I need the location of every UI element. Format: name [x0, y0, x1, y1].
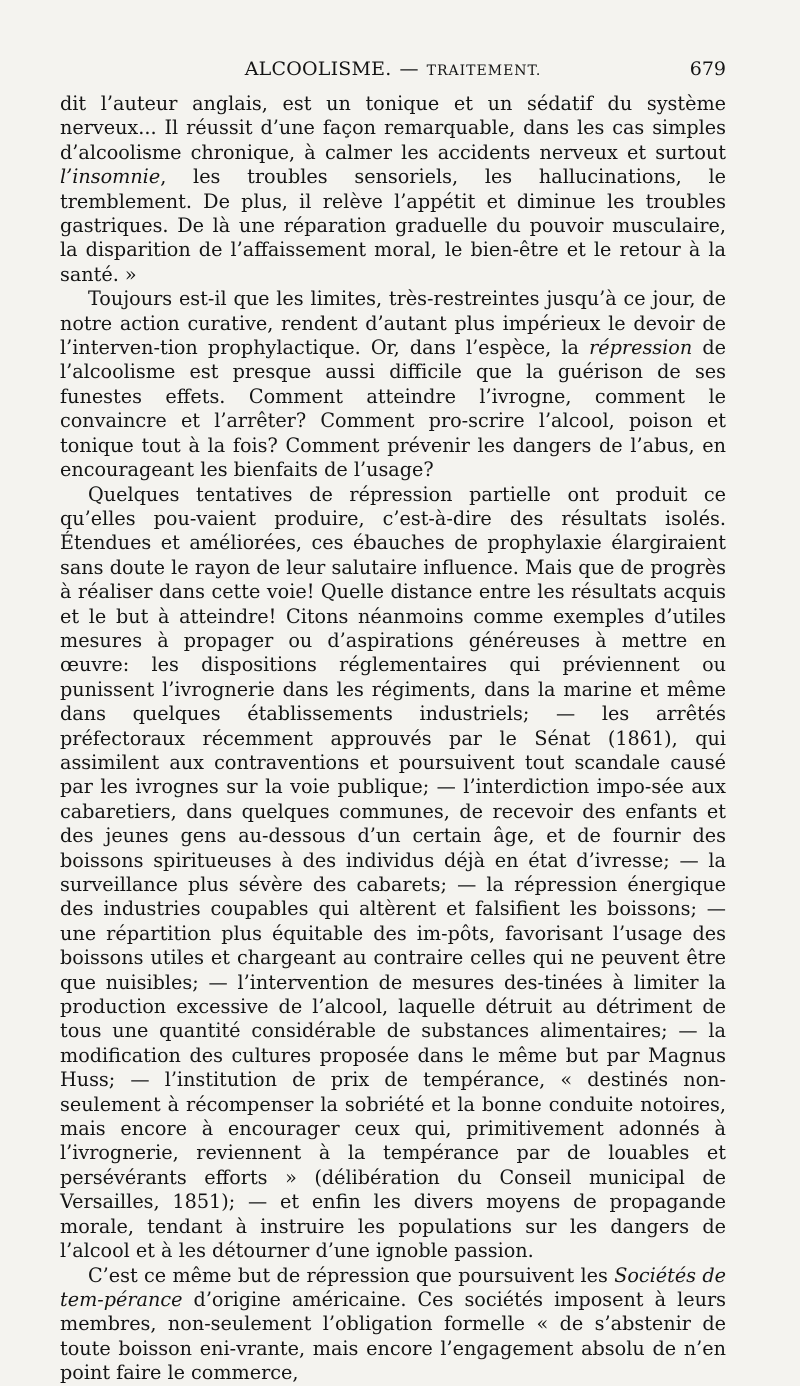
text-run: C’est ce même but de répression que poursuivent les: [88, 1263, 615, 1287]
paragraph: [60, 483, 726, 1264]
text-run: Toujours est-il que les limites, très-restreintes jusqu’à ce jour, de notre action curative, rendent d’autant plus impérieux le devoir de l’interven-tion prophylactique. Or, dans l’espèce, la: [60, 287, 726, 360]
text-run: de l’alcoolisme est presque aussi difficile que la guérison de ses funestes effets. Comment atteindre l’ivrogne, comment le convaincre et l’arrêter? Comment pro-scrire l’alcool, poison et tonique tout à la fois? Comment prévenir les dangers de l’abus, en encourageant les bienfaits de l’usage?: [60, 336, 726, 482]
italic-text: Sociétés de tem-pérance: [60, 1263, 726, 1311]
section-title: TRAITEMENT.: [426, 63, 542, 79]
paragraph: [60, 1264, 726, 1386]
text-run: , les troubles sensoriels, les hallucinations, le tremblement. De plus, il relève l’appétit et diminue les troubles gastriques. De là une réparation graduelle du pouvoir musculaire, la disparition de l’affaissement moral, le bien-être et le retour à la santé. »: [60, 165, 726, 286]
header-dash: —: [399, 58, 419, 80]
page-number: 679: [689, 58, 726, 80]
paragraph: [60, 92, 726, 287]
italic-text: l’insomnie: [60, 165, 161, 189]
running-title: [245, 58, 542, 80]
text-run: d’origine américaine. Ces sociétés imposent à leurs membres, non-seulement l’obligation formelle « de s’abstenir de toute boisson eni-vrante, mais encore l’engagement absolu de n’en point faire le commerce,: [60, 1287, 726, 1385]
paragraph: [60, 287, 726, 482]
chapter-title: ALCOOLISME.: [244, 58, 392, 80]
body-text: [60, 92, 726, 1386]
italic-text: répression: [589, 336, 693, 360]
text-run: Quelques tentatives de répression partielle ont produit ce qu’elles pou-vaient produire, c’est-à-dire des résultats isolés. Étendues et améliorées, ces ébauches de prophylaxie élargiraient sans doute le rayon de leur salutaire influence. Mais que de progrès à réaliser dans cette voie! Quelle distance entre les résultats acquis et le but à atteindre! Citons néanmoins comme exemples d’utiles mesures à propager ou d’aspirations généreuses à mettre en œuvre: les dispositions réglementaires qui préviennent ou punissent l’ivrognerie dans les régiments, dans la marine et même dans quelques établissements industriels; — les arrêtés préfectoraux récemment approuvés par le Sénat (1861), qui assimilent aux contraventions et poursuivent tout scandale causé par les ivrognes sur la voie publique; — l’interdiction impo-sée aux cabaretiers, dans quelques communes, de recevoir des enfants et des jeunes gens au-dessous d’un certain âge, et de fournir des boissons spiritueuses à des individus déjà en état d’ivresse; — la surveillance plus sévère des cabarets; — la répression énergique des industries coupables qui altèrent et falsifient les boissons; — une répartition plus équitable des im-pôts, favorisant l’usage des boissons utiles et chargeant au contraire celles qui ne peuvent être que nuisibles; — l’intervention de mesures des-tinées à limiter la production excessive de l’alcool, laquelle détruit au détriment de tous une quantité considérable de substances alimentaires; — la modification des cultures proposée dans le même but par Magnus Huss; — l’institution de prix de tempérance, « destinés non-seulement à récompenser la sobriété et la bonne conduite notoires, mais encore à encourager ceux qui, primitivement adonnés à l’ivrognerie, reviennent à la tempérance par de louables et persévérants efforts » (délibération du Conseil municipal de Versailles, 1851); — et enfin les divers moyens de propagande morale, tendant à instruire les populations sur les dangers de l’alcool et à les détourner d’une ignoble passion.: [60, 482, 726, 1263]
running-head: [60, 58, 726, 86]
text-run: dit l’auteur anglais, est un tonique et un sédatif du système nerveux... Il réussit d’une façon remarquable, dans les cas simples d’alcoolisme chronique, à calmer les accidents nerveux et surtout: [60, 92, 726, 164]
